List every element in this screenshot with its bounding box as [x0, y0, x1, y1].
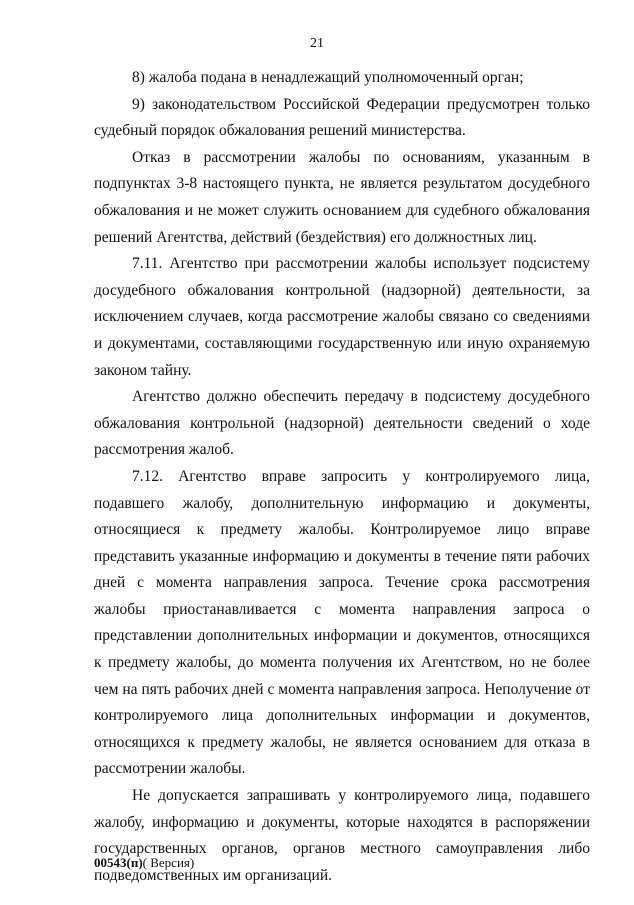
paragraph-7-11: 7.11. Агентство при рассмотрении жалобы использует подсистему досудебного обжалования контрольной (надзорной) деятельности, за исключением случаев, когда рассмотрение жалобы связано со сведениями и документами, составляющими государственную или иную охраняемую законом тайну.	[94, 255, 590, 379]
document-version: ( Версия)	[142, 855, 195, 870]
document-footer	[94, 855, 194, 871]
page-number: 21	[310, 36, 324, 51]
paragraph-subsystem-transfer: Агентство должно обеспечить передачу в подсистему досудебного обжалования контрольной (надзорной) деятельности сведений о ходе рассмотрения жалоб.	[94, 388, 590, 459]
document-body	[94, 65, 590, 889]
document-code: 00543(п)	[94, 855, 143, 870]
paragraph-refusal-note: Отказ в рассмотрении жалобы по основаниям, указанным в подпунктах 3-8 настоящего пункта, не является результатом досудебного обжалования и не может служить основанием для судебного обжалования решений Агентства, действий (бездействия) его должностных лиц.	[94, 148, 590, 246]
paragraph-7-12: 7.12. Агентство вправе запросить у контролируемого лица, подавшего жалобу, дополнительную информацию и документы, относящиеся к предмету жалобы. Контролируемое лицо вправе представить указанные информацию и документы в течение пяти рабочих дней с момента направления запроса. Течение срока рассмотрения жалобы приостанавливается с момента направления запроса о представлении дополнительных информации и документов, относящихся к предмету жалобы, до момента получения их Агентством, но не более чем на пять рабочих дней с момента направления запроса. Неполучение от контролируемого лица дополнительных информации и документов, относящихся к предмету жалобы, не является основанием для отказа в рассмотрении жалобы.	[94, 467, 590, 778]
paragraph-item-9: 9) законодательством Российской Федерации предусмотрен только судебный порядок обжалования решений министерства.	[94, 95, 590, 140]
paragraph-prohibition: Не допускается запрашивать у контролируемого лица, подавшего жалобу, информацию и документы, которые находятся в распоряжении государственных органов, органов местного самоуправления либо подведомственных им организаций.	[94, 787, 590, 884]
paragraph-item-8: 8) жалоба подана в ненадлежащий уполномоченный орган;	[132, 69, 524, 86]
